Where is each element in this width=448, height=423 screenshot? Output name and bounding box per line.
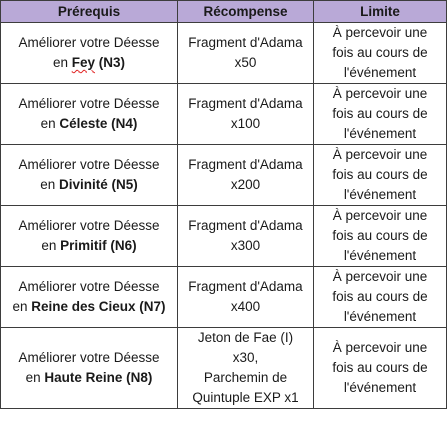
header-row <box>1 1 447 23</box>
limit-line3: l'événement <box>343 309 417 324</box>
level-code: (N5) <box>107 177 138 192</box>
level-name: Céleste <box>59 116 108 131</box>
reward-cell <box>178 23 314 84</box>
prerequisite-cell <box>1 328 178 409</box>
prerequisite-line2 <box>5 368 173 388</box>
prerequisite-line1: Améliorer votre Déesse <box>18 96 160 111</box>
table-row <box>1 328 447 409</box>
table-row <box>1 267 447 328</box>
prerequisite-prefix: en <box>40 177 59 192</box>
limit-line3: l'événement <box>343 126 417 141</box>
prerequisite-prefix: en <box>41 238 61 253</box>
header-prerequisites: Prérequis <box>1 1 178 23</box>
prerequisite-prefix: en <box>52 55 72 70</box>
limit-cell <box>314 328 447 409</box>
table-row <box>1 23 447 84</box>
limit-line2: fois au cours de <box>332 228 428 243</box>
prerequisite-line1: Améliorer votre Déesse <box>18 218 160 233</box>
limit-cell <box>314 84 447 145</box>
reward-line2: x30, <box>232 350 259 365</box>
header-limit: Limite <box>314 1 447 23</box>
reward-line2: x50 <box>234 55 257 70</box>
prerequisite-prefix: en <box>40 116 60 131</box>
limit-line3: l'événement <box>343 248 417 263</box>
prerequisite-line2 <box>5 175 173 195</box>
prerequisite-line1: Améliorer votre Déesse <box>18 35 160 50</box>
limit-line1: À percevoir une <box>332 340 428 355</box>
prerequisite-line2 <box>5 53 173 73</box>
reward-line1: Fragment d'Adama <box>188 157 303 172</box>
prerequisite-prefix: en <box>25 370 45 385</box>
limit-cell <box>314 145 447 206</box>
limit-cell <box>314 267 447 328</box>
level-name: Haute Reine <box>44 370 123 385</box>
prerequisite-cell <box>1 267 178 328</box>
reward-line2: x100 <box>230 116 261 131</box>
prerequisite-cell <box>1 145 178 206</box>
prerequisite-cell <box>1 206 178 267</box>
limit-cell <box>314 206 447 267</box>
reward-line4: Quintuple EXP x1 <box>192 390 299 405</box>
limit-line3: l'événement <box>343 380 417 395</box>
prerequisite-prefix: en <box>12 299 32 314</box>
level-code: (N4) <box>107 116 138 131</box>
limit-line1: À percevoir une <box>332 25 428 40</box>
table-row <box>1 206 447 267</box>
limit-line1: À percevoir une <box>332 208 428 223</box>
limit-line2: fois au cours de <box>332 45 428 60</box>
reward-line1: Jeton de Fae (I) <box>197 330 294 345</box>
reward-cell <box>178 145 314 206</box>
prerequisite-line1: Améliorer votre Déesse <box>18 279 160 294</box>
level-name: Reine des Cieux <box>31 299 136 314</box>
reward-line2: x400 <box>230 299 261 314</box>
prerequisite-line1: Améliorer votre Déesse <box>18 157 160 172</box>
reward-cell <box>178 328 314 409</box>
limit-line1: À percevoir une <box>332 147 428 162</box>
header-reward: Récompense <box>178 1 314 23</box>
table-row <box>1 145 447 206</box>
reward-line1: Fragment d'Adama <box>188 35 303 50</box>
level-code: (N6) <box>106 238 137 253</box>
prerequisite-line1: Améliorer votre Déesse <box>18 350 160 365</box>
level-name: Primitif <box>60 238 107 253</box>
limit-line2: fois au cours de <box>332 360 428 375</box>
prerequisite-cell <box>1 84 178 145</box>
reward-cell <box>178 206 314 267</box>
reward-cell <box>178 84 314 145</box>
limit-line1: À percevoir une <box>332 86 428 101</box>
prerequisite-cell <box>1 23 178 84</box>
prerequisite-line2 <box>5 297 173 317</box>
level-name: Fey <box>71 55 96 70</box>
limit-line1: À percevoir une <box>332 269 428 284</box>
reward-line3: Parchemin de <box>203 370 288 385</box>
limit-line2: fois au cours de <box>332 106 428 121</box>
reward-cell <box>178 267 314 328</box>
reward-line2: x300 <box>230 238 261 253</box>
level-name: Divinité <box>59 177 108 192</box>
level-code: (N7) <box>135 299 166 314</box>
limit-cell <box>314 23 447 84</box>
limit-line3: l'événement <box>343 65 417 80</box>
prerequisite-line2 <box>5 114 173 134</box>
limit-line2: fois au cours de <box>332 167 428 182</box>
limit-line2: fois au cours de <box>332 289 428 304</box>
level-code: (N3) <box>95 55 126 70</box>
reward-line1: Fragment d'Adama <box>188 279 303 294</box>
reward-line1: Fragment d'Adama <box>188 96 303 111</box>
limit-line3: l'événement <box>343 187 417 202</box>
reward-line1: Fragment d'Adama <box>188 218 303 233</box>
level-code: (N8) <box>122 370 153 385</box>
reward-line2: x200 <box>230 177 261 192</box>
table-row <box>1 84 447 145</box>
prerequisite-line2 <box>5 236 173 256</box>
